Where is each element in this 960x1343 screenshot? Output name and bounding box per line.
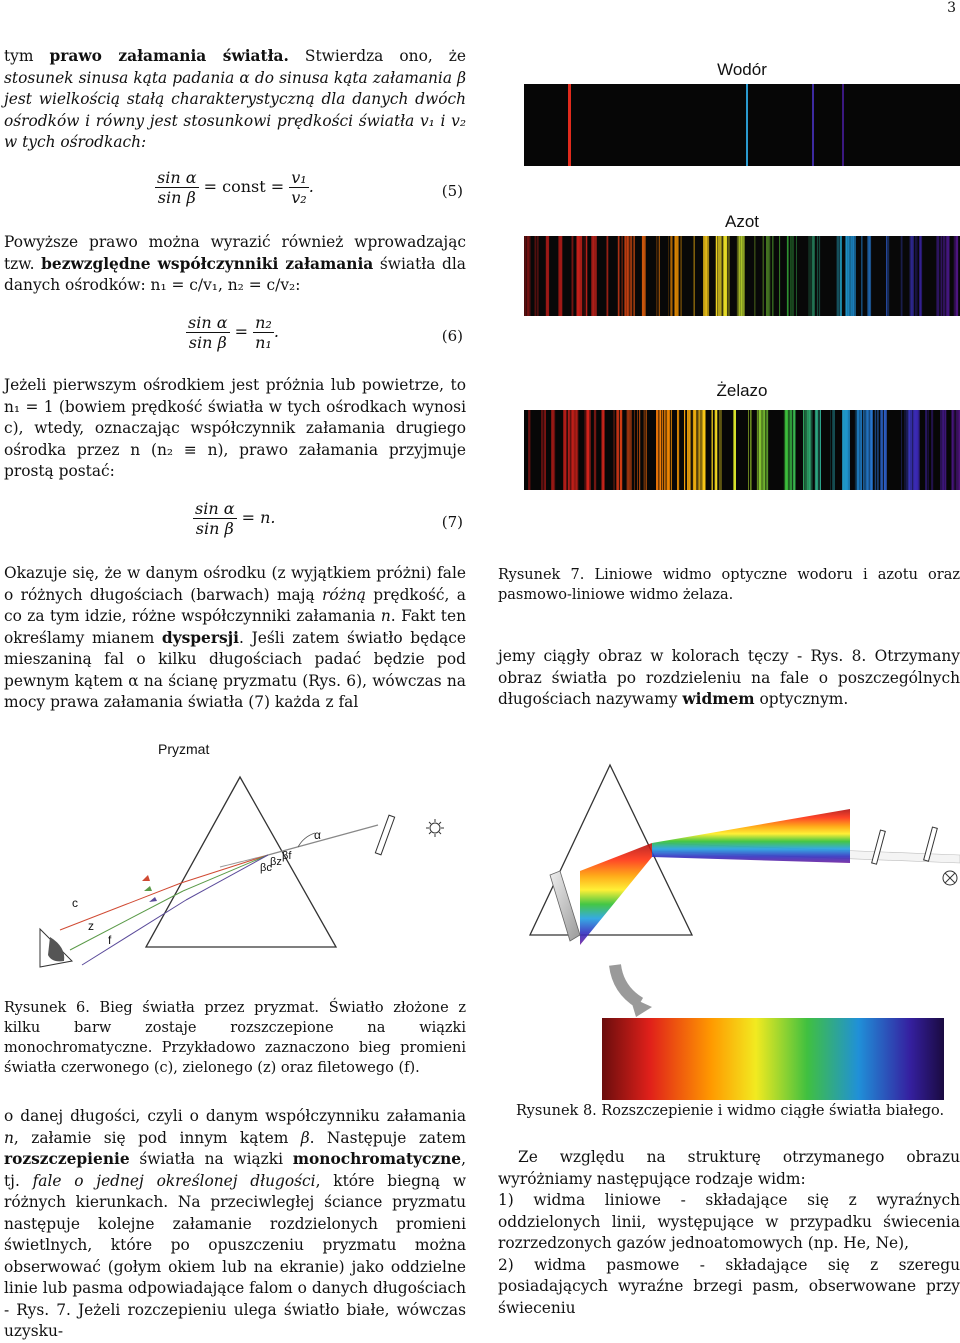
spectral-line [809,236,810,316]
paragraph-vacuum: Jeżeli pierwszym ośrodkiem jest próżnia lub powietrze, to n₁ = 1 (bowiem prędkość światła w tych ośrodkach wynosi c), wtedy, oznaczając współczynnik załamania drugiego ośrodka przez n (n₂ ≡ n), prawo załamania przyjmuje prostą postać: [4,376,466,480]
spectral-line [695,410,696,490]
spectral-line [580,236,583,316]
paragraph-refractive-index: Powyższe prawo można wyrazić również wprowadzając tzw. bezwzględne współczynniki załamania światła dla danych ośrodków: n₁ = c/v₁, n₂ = c/v₂: [4,233,466,294]
eye-icon [40,929,72,967]
spectral-line [853,236,856,316]
light-source-icon [426,819,444,837]
spectral-line [917,236,918,316]
spectral-line [604,410,605,490]
spectral-line [586,236,588,316]
spectral-line [750,410,751,490]
spectral-line [626,236,629,316]
spectral-line [584,236,585,316]
spectral-line [565,410,567,490]
spectral-line [772,236,773,316]
spectral-line [639,410,640,490]
figure-6-prism-diagram [30,735,470,990]
spectral-line [634,410,635,490]
spectral-line [763,236,765,316]
spectral-line [792,236,794,316]
spectral-line [812,236,814,316]
spectral-line [572,410,574,490]
spectral-line [869,410,870,490]
spectral-line [925,410,927,490]
spectral-line [911,236,913,316]
spectral-line [905,410,906,490]
spectral-line [764,410,766,490]
spectral-line [528,410,530,490]
nitrogen-label: Azot [724,212,760,231]
spectral-line [861,236,863,316]
spectral-line [669,410,670,490]
spectral-line [726,236,727,316]
spectral-line [941,236,943,316]
spectral-line [952,410,954,490]
spectral-line [706,236,709,316]
spectral-line [766,236,769,316]
paragraph-spectrum-definition: jemy ciągły obraz w kolorach tęczy - Rys. 8. Otrzymany obraz światła po rozdzieleniu na fale o poszczególnych długościach nazywamy widmem optycznym. [498,647,960,708]
spectral-line [644,236,646,316]
spectral-line [616,410,619,490]
spectral-line [877,410,879,490]
equation-6: $\frac{\text{sin α}}{\text{sin β}}$ = $\frac{\text{n₂}}{\text{n₁}}$ . (6) [188,313,463,352]
spectral-line [552,410,553,490]
spectral-line [872,410,873,490]
figure-8-caption: Rysunek 8. Rozszczepienie i widmo ciągłe światła białego. [516,1103,945,1119]
spectral-line-blue [812,84,814,166]
spectral-line [715,410,717,490]
paragraph-snell-law: tym prawo załamania światła. Stwierdza ono, że stosunek sinusa kąta padania α do sinusa kąta załamania β jest wielkością stałą charakterystyczną dla danych dwóch ośrodków i równy jest stosunkowi prędkości światła v₁ i v₂ w tych ośrodkach: [4,47,467,151]
ray-f-label: f [108,933,112,947]
spectral-line-cyan [746,84,748,166]
spectral-line [790,236,792,316]
spectral-line [560,236,561,316]
equation-label: (7) [441,513,463,531]
spectral-line [796,236,797,316]
spectral-line [642,236,645,316]
figure-8-dispersion-diagram [520,735,960,1105]
spectral-line [901,410,902,490]
spectral-line [678,410,679,490]
spectral-line [618,236,620,316]
spectral-line [956,236,959,316]
aperture-slit [375,815,394,855]
spectral-line [857,410,860,490]
spectral-line [754,236,755,316]
equation-5: $\frac{\text{sin α}}{\text{sin β}}$ = const = $\frac{\text{v₁}}{\text{v₂}}$ . (5) [157,168,463,207]
equation-label: (6) [441,327,463,345]
nitrogen-spectrum [524,236,960,316]
spectral-line [790,410,791,490]
spectral-line [687,410,690,490]
spectral-line [594,236,597,316]
iron-spectrum [524,410,960,490]
spectral-line [684,410,685,490]
spectral-line [748,410,749,490]
spectral-line [787,236,789,316]
beta-c-label: βc [260,862,272,874]
spectral-line [928,410,929,490]
page-number: 3 [947,0,956,16]
spectral-line [791,410,792,490]
spectral-line [562,236,563,316]
spectral-line [859,410,862,490]
spectral-line [528,236,531,316]
spectral-line [945,410,947,490]
spectral-line [719,410,722,490]
spectral-line [815,410,818,490]
spectral-line [869,236,872,316]
paragraph-monochromatic: o danej długości, czyli o danym współczynniku załamania n, załamie się pod innym kątem β. Następuje zatem rozszczepienie światła na wiązki monochromatyczne, tj. fale o jednej określonej długości, które biegną w różnych kierunkach. Na przeciwległej ściance pryzmatu następuje kolejne załamanie rozdzielonych promieni świetlnych, które po opuszczeniu pryzmatu można obserwować (gołym okiem lub na ekranie) jako oddzielne linie lub pasma odpowiadające falom o danych długościach - Rys. 7. Jeżeli rozczepieniu ulega światło białe, wówczas uzysku- [4,1107,466,1340]
spectral-line [830,410,831,490]
spectral-line [739,236,740,316]
spectral-line [675,236,678,316]
paragraph-dispersion: Okazuje się, że w danym ośrodku (z wyjątkiem próżni) fale o różnych długościach (barwach) mają różną prędkość, a co za tym idzie, różne współczynniki załamania n. Fakt ten określamy mianem dyspersji. Jeśli zatem światło będące mieszaniną fal o kilku długościach padać będzie pod pewnym kątem α na ścianę pryzmatu (Rys. 6), wówczas na mocy prawa załamania światła (7) każda z fal [4,564,467,711]
spectral-line [819,236,820,316]
spectral-line [594,410,596,490]
spectral-line [864,410,867,490]
spectral-line [803,410,804,490]
spectral-line [809,410,811,490]
spectral-line [613,410,614,490]
spectral-line [849,410,850,490]
spectral-line [588,410,589,490]
spectral-line [670,236,672,316]
spectral-line [729,236,730,316]
spectral-line [694,236,695,316]
spectral-line [954,236,956,316]
spectral-line [621,236,623,316]
spectral-line [943,410,944,490]
spectral-line [737,236,738,316]
spectral-line [662,410,663,490]
spectral-line [695,410,696,490]
spectral-line [907,410,910,490]
spectral-line [807,410,809,490]
spectral-line [820,410,821,490]
spectral-line [547,236,549,316]
spectral-line [931,410,933,490]
beta-f-label: βf [282,850,292,862]
spectral-line [811,410,813,490]
hydrogen-spectrum [524,84,960,166]
spectral-line [848,410,849,490]
spectral-line [954,410,955,490]
spectral-line [742,236,745,316]
spectral-line [886,236,887,316]
spectral-line [660,410,661,490]
spectral-line [541,410,544,490]
spectral-line [681,236,682,316]
spectral-line [943,236,945,316]
spectral-line [811,236,812,316]
spectral-line [915,236,916,316]
spectral-line [940,410,942,490]
equation-label: (5) [441,182,463,200]
prism-title: Pryzmat [158,741,210,757]
spectral-line [956,410,958,490]
bold-term: prawo załamania światła. [49,47,289,65]
spectral-line [551,410,554,490]
spectral-line [863,410,864,490]
spectral-line [847,410,848,490]
equation-7: $\frac{\text{sin α}}{\text{sin β}}$ = n. (7) [195,499,463,538]
spectral-line [832,410,835,490]
spectral-line [920,236,922,316]
spectral-line [855,410,856,490]
rainbow-beam [652,809,850,863]
spectral-line [526,236,528,316]
ray-c-label: c [72,896,78,910]
spectral-line [659,236,660,316]
spectral-line [840,236,842,316]
spectral-line [637,410,638,490]
spectral-line [936,236,939,316]
spectral-line [644,410,646,490]
spectral-line [633,236,635,316]
spectral-line [733,410,736,490]
paragraph-spectrum-types: Ze względu na strukturę otrzymanego obrazu wyróżniamy następujące rodzaje widm: 1) widma liniowe - składające się z wyraźnych oddzielonych linii, występujące w przypadku świecenia rozrzedzonych gazów jednoatomowych (np. He, Ne), 2) widma pasmowe - składające się z szeregu posiadających wyraźne brzegi pasm, obserwowane przy świeceniu [498,1147,960,1319]
beta-z-label: βz [270,856,282,868]
spectral-line [911,410,913,490]
spectral-line [712,410,713,490]
alpha-label: α [314,828,321,842]
spectral-line [607,236,609,316]
spectral-line [620,410,622,490]
spectral-line [535,236,537,316]
hydrogen-label: Wodór [717,60,767,79]
spectral-line [901,236,903,316]
spectral-line [703,410,706,490]
spectral-line [699,410,701,490]
spectral-line [805,410,807,490]
spectral-line [668,236,669,316]
list-item: 1) widma liniowe - składające się z wyraźnych oddzielonych linii, występujące w przypadku świecenia rozrzedzonych gazów jednoatomowych (np. He, Ne), [498,1191,960,1252]
curved-arrow-icon [615,965,640,1003]
spectral-line [880,410,883,490]
spectral-line [664,410,665,490]
iron-label: Żelazo [716,381,768,400]
spectral-line [759,410,762,490]
spectral-line [568,410,569,490]
spectral-line [721,236,723,316]
figure-7-caption: Rysunek 7. Liniowe widmo optyczne wodoru i azotu oraz pasmowo-liniowe widmo żelaza. [498,567,960,603]
spectral-line [848,236,850,316]
spectral-line [656,410,659,490]
figure-6-caption: Rysunek 6. Bieg światła przez pryzmat. Światło złożone z kilku barw zostaje rozszczepione na wiązki monochromatyczne. Przykładowo zaznaczono bieg promieni światła czerwonego (c), zielonego (z) oraz filetowego (f). [4,1000,466,1076]
spectral-line [768,236,770,316]
spectral-line [779,236,780,316]
spectral-line [630,236,631,316]
spectral-line-violet [842,84,844,166]
spectral-line [916,410,919,490]
spectral-line [786,410,788,490]
spectral-line [589,410,591,490]
spectral-line [906,410,907,490]
spectral-line [544,410,546,490]
spectral-line [578,236,580,316]
spectral-line [913,410,916,490]
spectral-line [537,236,539,316]
spectral-line [572,236,574,316]
spectral-line [576,410,577,490]
spectral-line [657,236,658,316]
spectral-line [629,410,632,490]
spectral-line [757,410,758,490]
spectral-line [837,236,839,316]
spectral-line [671,410,672,490]
ray-z-label: z [88,919,94,933]
spectral-line [716,236,717,316]
continuous-spectrum-bar [602,1018,944,1100]
spectral-line-red [568,84,571,166]
spectral-line [646,410,647,490]
spectral-line [875,410,876,490]
lamp-icon [943,871,957,885]
spectral-line [697,410,698,490]
spectral-line [627,410,630,490]
spectral-line [794,410,796,490]
spectral-line [718,236,721,316]
spectral-line [817,236,818,316]
spectral-line [885,410,887,490]
spectral-line [946,236,949,316]
spectral-line [766,410,767,490]
list-item: 2) widma pasmowe - składające się z szeregu posiadających wyraźne brzegi pasm, obserwowane przy świeceniu [498,1255,960,1317]
